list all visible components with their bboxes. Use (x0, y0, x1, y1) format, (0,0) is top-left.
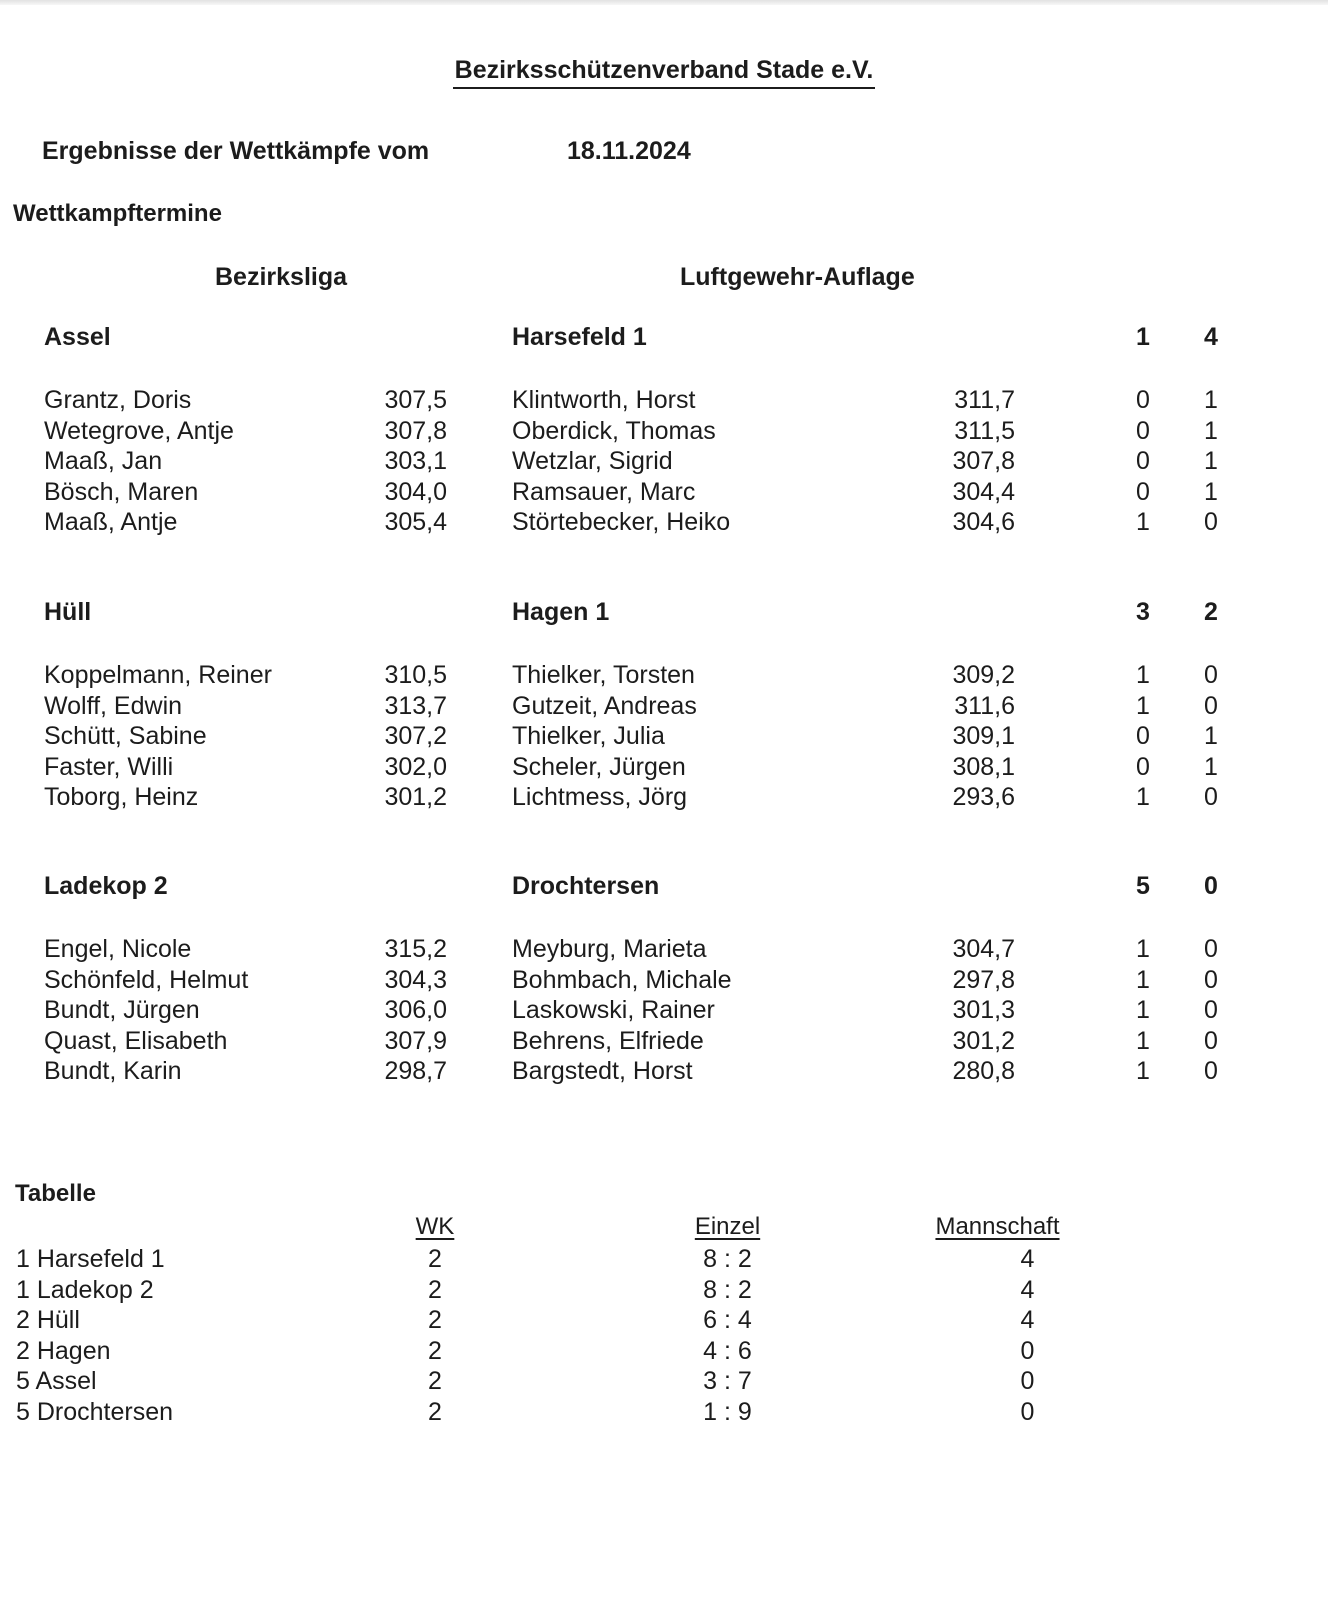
left-point: 1 (1136, 508, 1150, 536)
left-shooter-score: 307,2 (384, 722, 447, 750)
left-point: 0 (1136, 447, 1150, 475)
match-block (0, 871, 1328, 1087)
left-shooter-score: 306,0 (384, 996, 447, 1024)
standings-row (0, 1397, 1328, 1428)
shooter-row (0, 477, 1328, 508)
match-rows (0, 385, 1328, 538)
right-point: 1 (1204, 447, 1218, 475)
right-shooter-score: 309,2 (952, 661, 1015, 689)
right-shooter-name: Ramsauer, Marc (512, 477, 696, 506)
standings-row (0, 1275, 1328, 1306)
einzel-score: 3 : 7 (703, 1367, 752, 1395)
left-shooter-score: 313,7 (384, 691, 447, 720)
shooter-row (0, 934, 1328, 965)
left-point: 1 (1136, 661, 1150, 689)
left-point: 1 (1136, 783, 1150, 811)
left-shooter-score: 301,2 (384, 783, 447, 811)
rank-and-team: 1 Harsefeld 1 (16, 1245, 165, 1273)
right-shooter-name: Laskowski, Rainer (512, 996, 715, 1024)
shooter-row (0, 691, 1328, 722)
mannschaft-points: 0 (1020, 1367, 1035, 1395)
league-name: Bezirksliga (215, 263, 348, 291)
right-point: 0 (1204, 508, 1218, 536)
rank-and-team: 1 Ladekop 2 (16, 1275, 154, 1304)
standings-header-row (0, 1212, 1328, 1242)
right-point: 0 (1204, 965, 1218, 994)
page-title-text: Bezirksschützenverband Stade e.V. (453, 55, 876, 89)
shooter-row (0, 782, 1328, 813)
shooter-row (0, 1056, 1328, 1087)
right-shooter-score: 304,7 (952, 935, 1015, 963)
left-shooter-score: 310,5 (384, 661, 447, 689)
left-team-name: Assel (44, 323, 111, 351)
match-rows (0, 934, 1328, 1087)
right-team-total-points: 2 (1204, 598, 1218, 626)
einzel-score: 8 : 2 (703, 1275, 752, 1304)
standings-row (0, 1244, 1328, 1275)
right-point: 0 (1204, 691, 1218, 720)
column-header-mannschaft: Mannschaft (935, 1213, 1060, 1240)
right-point: 0 (1204, 1057, 1218, 1085)
right-point: 0 (1204, 1026, 1218, 1055)
standings-row (0, 1336, 1328, 1367)
results-label: Ergebnisse der Wettkämpfe vom (42, 137, 430, 165)
left-shooter-score: 307,8 (384, 416, 447, 445)
shooter-row (0, 721, 1328, 752)
left-shooter-score: 302,0 (384, 752, 447, 781)
standings-heading: Tabelle (15, 1180, 96, 1207)
right-shooter-name: Gutzeit, Andreas (512, 691, 697, 720)
left-point: 1 (1136, 1026, 1150, 1055)
rank-and-team: 2 Hagen (16, 1336, 111, 1365)
page-title (0, 55, 1328, 89)
shooter-row (0, 995, 1328, 1026)
rank-and-team: 5 Drochtersen (16, 1397, 174, 1426)
right-shooter-score: 301,2 (952, 1026, 1015, 1055)
rank-and-team: 5 Assel (16, 1367, 97, 1395)
right-shooter-name: Lichtmess, Jörg (512, 783, 688, 811)
mannschaft-points: 4 (1020, 1306, 1035, 1334)
right-point: 1 (1204, 386, 1218, 414)
right-shooter-score: 280,8 (952, 1057, 1015, 1085)
left-shooter-name: Faster, Willi (44, 752, 174, 781)
shooter-row (0, 385, 1328, 416)
left-shooter-score: 304,3 (384, 965, 447, 994)
right-shooter-name: Bargstedt, Horst (512, 1057, 693, 1085)
mannschaft-points: 4 (1020, 1275, 1035, 1304)
left-team-total-points: 3 (1136, 598, 1150, 626)
right-shooter-score: 311,7 (954, 386, 1015, 414)
right-shooter-name: Klintworth, Horst (512, 386, 696, 414)
right-point: 0 (1204, 935, 1218, 963)
einzel-score: 6 : 4 (703, 1306, 752, 1334)
right-shooter-name: Scheler, Jürgen (512, 752, 686, 781)
right-point: 1 (1204, 722, 1218, 750)
left-point: 0 (1136, 722, 1150, 750)
match-rows (0, 660, 1328, 813)
right-shooter-name: Behrens, Elfriede (512, 1026, 704, 1055)
left-team-total-points: 5 (1136, 872, 1150, 900)
right-point: 1 (1204, 752, 1218, 781)
left-shooter-name: Bundt, Karin (44, 1057, 182, 1085)
left-shooter-name: Wolff, Edwin (44, 691, 183, 720)
right-shooter-name: Störtebecker, Heiko (512, 508, 731, 536)
right-shooter-score: 308,1 (952, 752, 1015, 781)
mannschaft-points: 0 (1020, 1397, 1035, 1426)
left-shooter-score: 303,1 (384, 447, 447, 475)
right-point: 0 (1204, 661, 1218, 689)
left-shooter-score: 307,5 (384, 386, 447, 414)
right-shooter-name: Thielker, Julia (512, 722, 665, 750)
wk-count: 2 (428, 1245, 442, 1273)
right-shooter-score: 293,6 (952, 783, 1015, 811)
right-shooter-score: 311,6 (954, 691, 1015, 720)
einzel-score: 1 : 9 (703, 1397, 752, 1426)
left-shooter-name: Bundt, Jürgen (44, 996, 200, 1024)
left-shooter-name: Quast, Elisabeth (44, 1026, 228, 1055)
right-shooter-score: 304,4 (952, 477, 1015, 506)
left-shooter-name: Toborg, Heinz (44, 783, 199, 811)
right-shooter-score: 301,3 (952, 996, 1015, 1024)
right-shooter-name: Meyburg, Marieta (512, 935, 707, 963)
left-shooter-name: Maaß, Antje (44, 508, 178, 536)
shooter-row (0, 507, 1328, 538)
match-block (0, 322, 1328, 538)
left-shooter-score: 307,9 (384, 1026, 447, 1055)
right-point: 1 (1204, 477, 1218, 506)
left-team-name: Ladekop 2 (44, 872, 168, 900)
left-shooter-name: Grantz, Doris (44, 386, 192, 414)
section-heading-wettkampftermine: Wettkampftermine (13, 200, 222, 227)
shooter-row (0, 752, 1328, 783)
standings-rows (0, 1244, 1328, 1427)
wk-count: 2 (428, 1275, 442, 1304)
mannschaft-points: 4 (1020, 1245, 1035, 1273)
right-shooter-name: Bohmbach, Michale (512, 965, 732, 994)
left-team-total-points: 1 (1136, 323, 1150, 351)
match-header (0, 322, 1328, 352)
right-team-total-points: 4 (1204, 323, 1218, 351)
rank-and-team: 2 Hüll (16, 1306, 80, 1334)
right-shooter-score: 307,8 (952, 447, 1015, 475)
left-shooter-name: Maaß, Jan (44, 447, 163, 475)
column-header-einzel: Einzel (694, 1213, 761, 1240)
left-point: 0 (1136, 477, 1150, 506)
left-point: 1 (1136, 965, 1150, 994)
left-shooter-name: Wetegrove, Antje (44, 416, 234, 445)
wk-count: 2 (428, 1306, 442, 1334)
mannschaft-points: 0 (1020, 1336, 1035, 1365)
left-point: 1 (1136, 1057, 1150, 1085)
shooter-row (0, 416, 1328, 447)
column-header-wk: WK (415, 1213, 455, 1240)
left-shooter-score: 304,0 (384, 477, 447, 506)
wk-count: 2 (428, 1336, 442, 1365)
right-shooter-name: Thielker, Torsten (512, 661, 695, 689)
left-team-name: Hüll (44, 598, 92, 626)
right-team-name: Harsefeld 1 (512, 323, 647, 351)
discipline-name: Luftgewehr-Auflage (680, 263, 915, 291)
wk-count: 2 (428, 1367, 442, 1395)
right-shooter-score: 309,1 (952, 722, 1015, 750)
right-team-name: Drochtersen (512, 872, 660, 900)
standings-row (0, 1366, 1328, 1397)
right-shooter-name: Oberdick, Thomas (512, 416, 716, 445)
left-shooter-score: 305,4 (384, 508, 447, 536)
shooter-row (0, 1026, 1328, 1057)
left-shooter-name: Koppelmann, Reiner (44, 661, 272, 689)
left-point: 0 (1136, 752, 1150, 781)
right-shooter-score: 311,5 (954, 416, 1015, 445)
standings-row (0, 1305, 1328, 1336)
left-point: 1 (1136, 691, 1150, 720)
right-shooter-score: 297,8 (952, 965, 1015, 994)
right-team-total-points: 0 (1204, 872, 1218, 900)
wk-count: 2 (428, 1397, 442, 1426)
left-shooter-score: 315,2 (384, 935, 447, 963)
einzel-score: 8 : 2 (703, 1245, 752, 1273)
match-header (0, 597, 1328, 627)
einzel-score: 4 : 6 (703, 1336, 752, 1365)
shooter-row (0, 446, 1328, 477)
right-point: 0 (1204, 996, 1218, 1024)
right-point: 1 (1204, 416, 1218, 445)
right-team-name: Hagen 1 (512, 598, 610, 626)
right-point: 0 (1204, 783, 1218, 811)
right-shooter-score: 304,6 (952, 508, 1015, 536)
left-shooter-score: 298,7 (384, 1057, 447, 1085)
left-point: 1 (1136, 996, 1150, 1024)
results-date: 18.11.2024 (567, 137, 691, 165)
left-shooter-name: Engel, Nicole (44, 935, 192, 963)
left-shooter-name: Schönfeld, Helmut (44, 965, 249, 994)
left-shooter-name: Schütt, Sabine (44, 722, 207, 750)
match-block (0, 597, 1328, 813)
match-header (0, 871, 1328, 901)
left-point: 0 (1136, 416, 1150, 445)
shooter-row (0, 965, 1328, 996)
scan-edge-shadow (0, 0, 1328, 5)
right-shooter-name: Wetzlar, Sigrid (512, 447, 673, 475)
left-point: 1 (1136, 935, 1150, 963)
left-point: 0 (1136, 386, 1150, 414)
shooter-row (0, 660, 1328, 691)
left-shooter-name: Bösch, Maren (44, 477, 199, 506)
